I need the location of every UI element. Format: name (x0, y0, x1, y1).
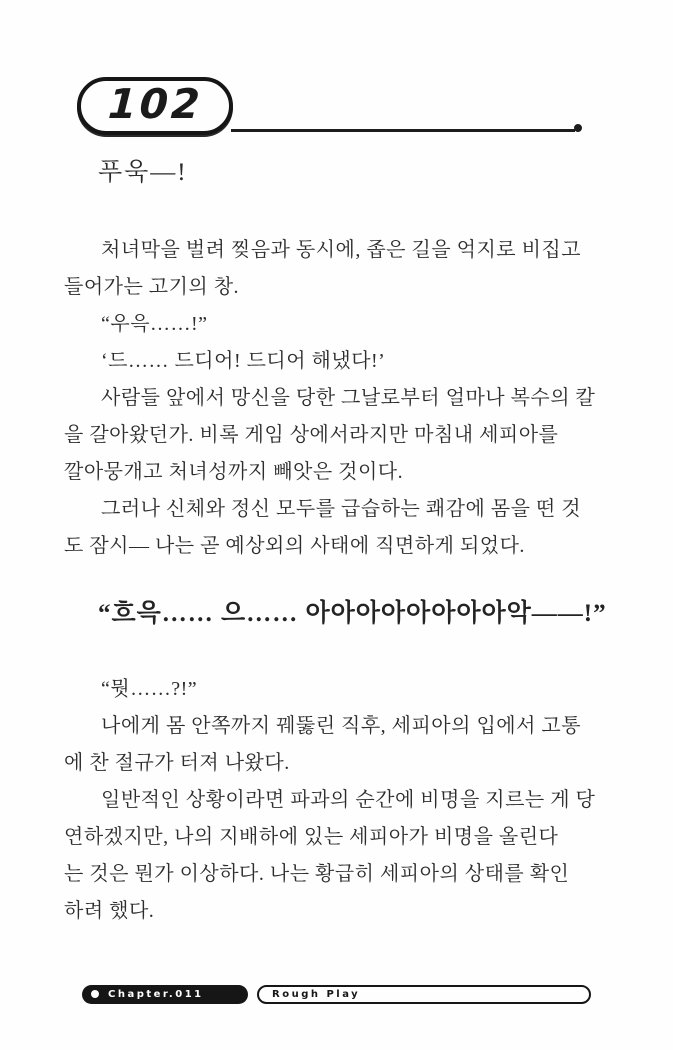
page-number-badge (77, 77, 233, 135)
bullet-dot-icon (91, 990, 99, 998)
body-line: 일반적인 상황이라면 파과의 순간에 비명을 지르는 게 당 (101, 789, 596, 811)
body-line: 그러나 신체와 정신 모두를 급습하는 쾌감에 몸을 떤 것 (101, 498, 582, 520)
body-line: 는 것은 뭔가 이상하다. 나는 황급히 세피아의 상태를 확인 (64, 863, 570, 885)
body-text (64, 232, 624, 930)
page-number: 102 (106, 80, 204, 128)
body-line: 에 찬 절규가 터져 나왔다. (64, 752, 290, 774)
body-line: 깔아뭉개고 처녀성까지 빼앗은 것이다. (64, 461, 404, 483)
header-rule-end-ring-icon (574, 124, 582, 132)
body-line: 사람들 앞에서 망신을 당한 그날로부터 얼마나 복수의 칼 (101, 387, 596, 409)
body-line: 도 잠시— 나는 곧 예상외의 사태에 직면하게 되었다. (64, 535, 525, 557)
chapter-pill (82, 985, 248, 1004)
sfx-heading: 푸욱—! (98, 159, 188, 186)
body-line-dialogue: “뭣……?!” (101, 678, 198, 700)
body-line: 처녀막을 벌려 찢음과 동시에, 좁은 길을 억지로 비집고 (101, 239, 582, 261)
chapter-title-label: Rough Play (272, 988, 361, 1000)
scream-line: “흐윽…… 으…… 아아아아아아아아악——!” (98, 600, 607, 627)
body-line-dialogue: “우윽……!” (101, 313, 208, 335)
page-footer (82, 984, 591, 1004)
chapter-title-pill (257, 985, 591, 1004)
body-line: 하려 했다. (64, 900, 155, 922)
body-line: 나에게 몸 안쪽까지 꿰뚫린 직후, 세피아의 입에서 고통 (101, 715, 582, 737)
chapter-label: Chapter.011 (108, 988, 204, 1000)
body-line: 연하겠지만, 나의 지배하에 있는 세피아가 비명을 올린다 (64, 826, 559, 848)
body-line: 을 갈아왔던가. 비록 게임 상에서라지만 마침내 세피아를 (64, 424, 559, 446)
header-rule-line (231, 129, 575, 132)
body-line: 들어가는 고기의 창. (64, 276, 240, 298)
body-line-thought: ‘드…… 드디어! 드디어 해냈다!’ (101, 350, 386, 372)
